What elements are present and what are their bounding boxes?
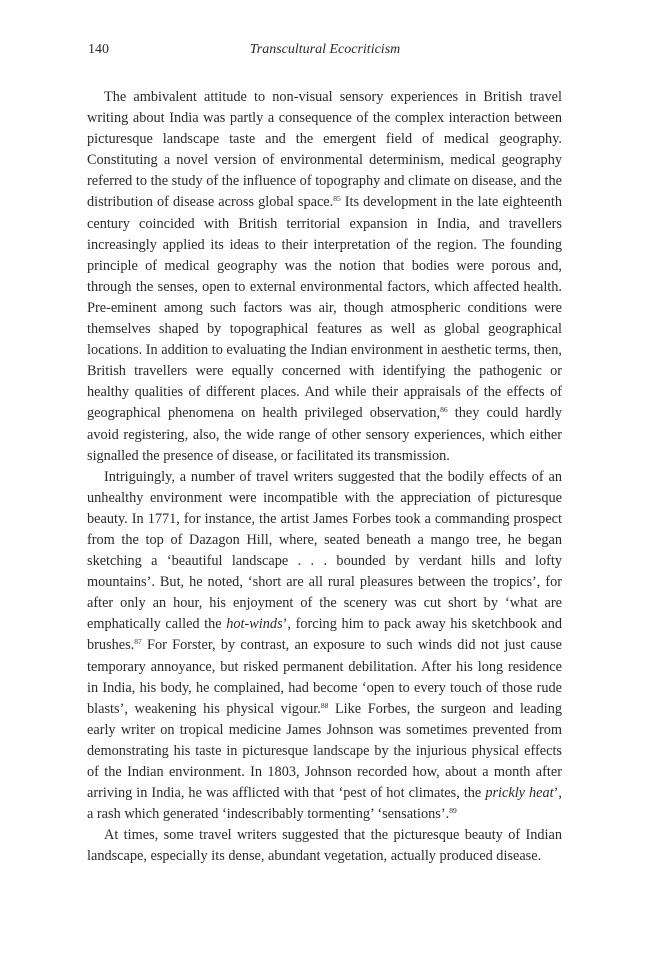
italic-term: prickly heat <box>485 785 554 802</box>
paragraph <box>87 87 562 467</box>
paragraph <box>87 825 562 867</box>
text-run: Intriguingly, a number of travel writers suggested that the bodily effects of an unhealthy environment were incompatible with the appreciation of picturesque beauty. In 1771, for instance, the artist James Forbes took a commanding prospect from the top of Dazagon Hill, where, seated beneath a mango tree, he began sketching a ‘beautiful landscape . . . bounded by verdant hills and lofty mountains’. But, he noted, ‘short are all rural pleasures between the tropics’, for after only an hour, his enjoyment of the scenery was cut short by ‘what are emphatically called the <box>87 468 562 633</box>
page-number: 140 <box>88 42 109 57</box>
text-run: The ambivalent attitude to non-visual sensory experiences in British travel writing about India was partly a consequence of the complex interaction between picturesque landscape taste and the emergent field of medical geography. Constituting a novel version of environmental determinism, medical geography referred to the study of the influence of topography and climate on disease, and the distribution of disease across global space. <box>87 89 562 211</box>
footnote-reference: 85 <box>333 194 341 204</box>
footnote-reference: 89 <box>449 806 457 816</box>
footnote-reference: 87 <box>134 637 142 647</box>
text-run: For Forster, by contrast, an exposure to such winds did not just cause temporary annoyance, but risked permanent debilitation. After his long residence in India, his body, he complained, had become ‘open to every touch of those rude blasts’, weakening his physical vigour. <box>87 637 562 717</box>
footnote-reference: 86 <box>440 405 448 415</box>
footnote-reference: 88 <box>320 700 329 710</box>
text-run: they could hardly avoid registering, also, the wide range of other sensory experiences, which either signalled the presence of disease, or facilitated its transmission. <box>87 405 563 464</box>
paragraph <box>87 467 562 826</box>
body-text <box>87 87 562 867</box>
page-header <box>88 42 562 64</box>
italic-term: hot-winds <box>226 616 283 633</box>
text-run: Its development in the late eighteenth century coincided with British territorial expansion in India, and travellers increasingly applied its ideas to their interpretation of the region. The founding principle of medical geography was the notion that bodies were porous and, through the senses, open to external environmental factors, which affected health. Pre-eminent among such factors was air, though atmospheric conditions were themselves shaped by topographical features as well as global geographical locations. In addition to evaluating the Indian environment in aesthetic terms, then, British travellers were equally concerned with identifying the pathogenic or healthy qualities of different places. And while their appraisals of the effects of geographical phenomena on health privileged observation, <box>87 194 562 422</box>
text-run: ’, forcing him to pack away his sketchbook and brushes. <box>87 616 562 654</box>
text-run: At times, some travel writers suggested that the picturesque beauty of Indian landscape, especially its dense, abundant vegetation, actually produced disease. <box>87 827 562 865</box>
text-run: Like Forbes, the surgeon and leading early writer on tropical medicine James Johnson was sometimes prevented from demonstrating his taste in picturesque landscape by the injurious physical effects of the Indian environment. In 1803, Johnson recorded how, about a month after arriving in India, he was afflicted with that ‘pest of hot climates, the <box>87 700 562 802</box>
running-title: Transcultural Ecocriticism <box>249 42 401 57</box>
text-run: ’, a rash which generated ‘indescribably tormenting’ ‘sensations’. <box>87 785 562 823</box>
